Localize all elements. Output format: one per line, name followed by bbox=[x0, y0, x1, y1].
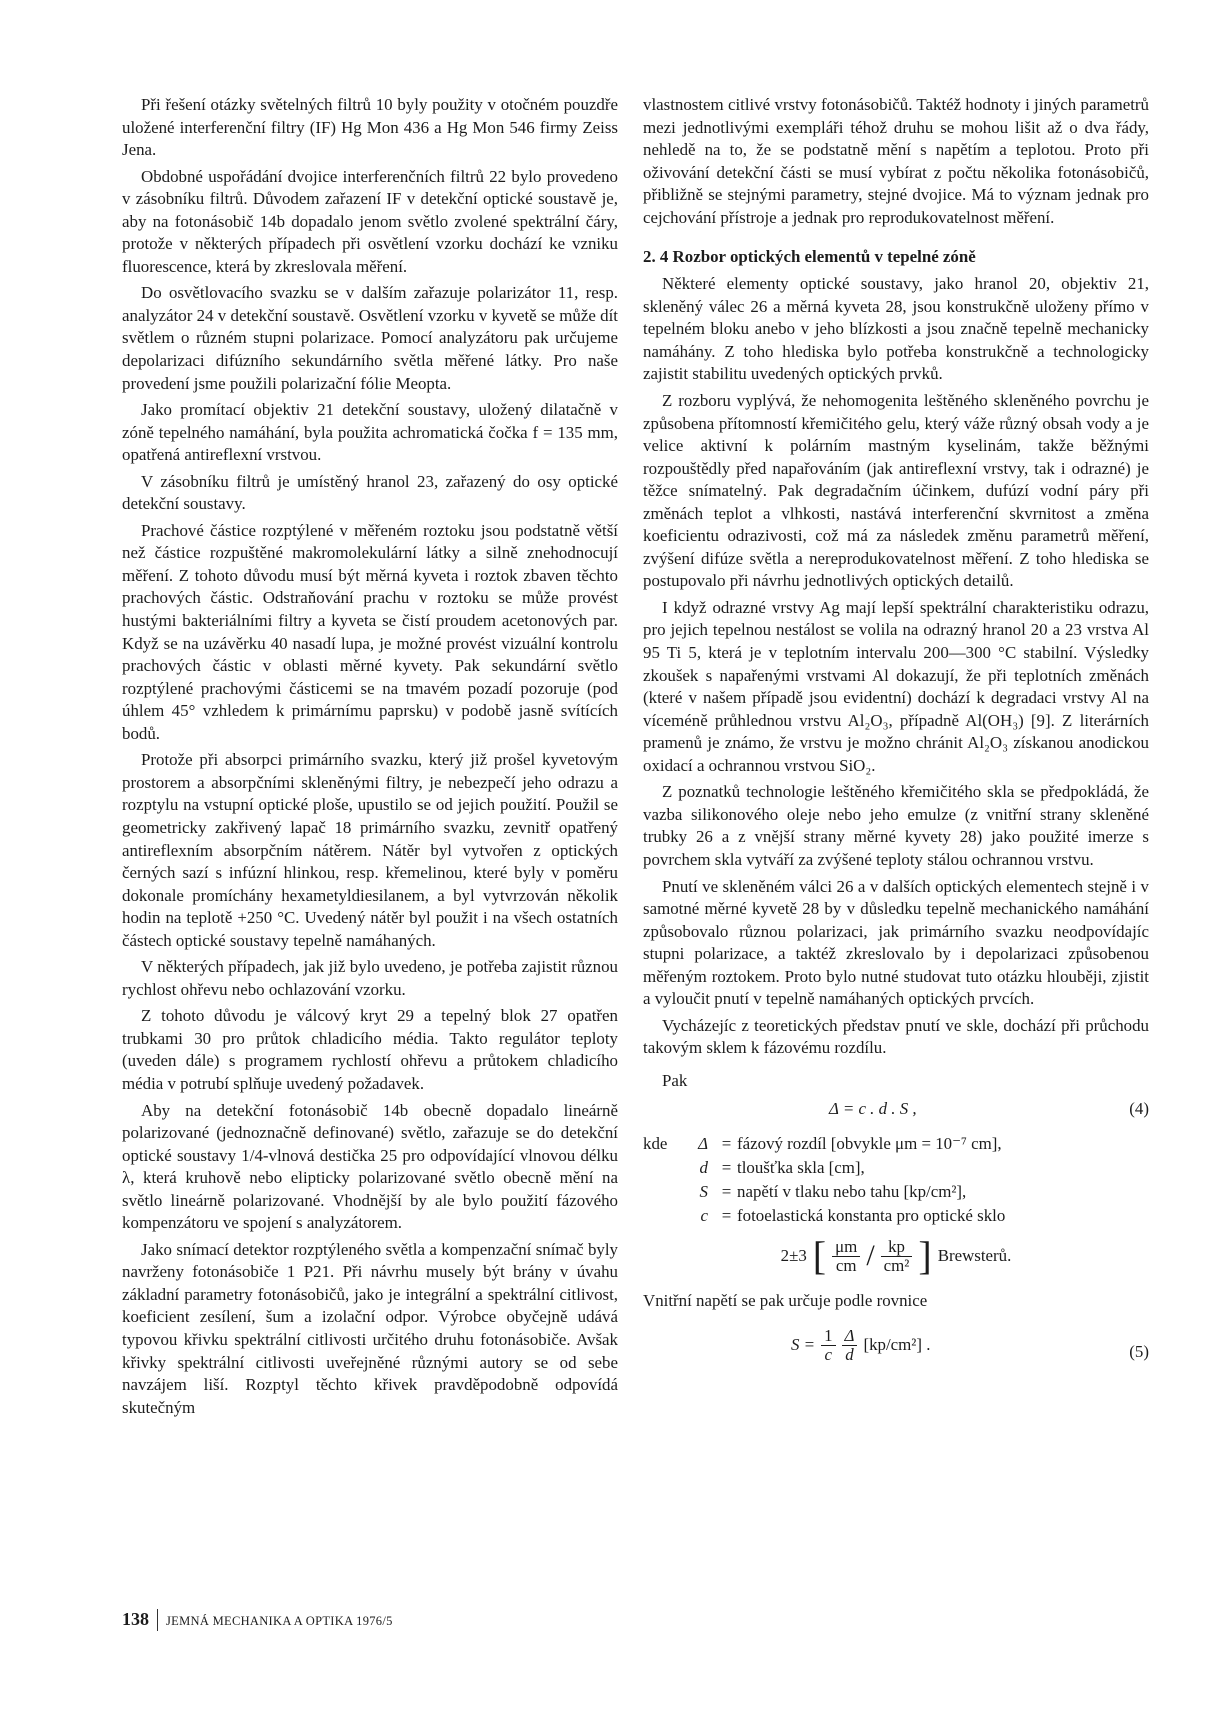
fraction-delta-d bbox=[842, 1327, 858, 1364]
right-column bbox=[643, 94, 1149, 1379]
journal-title: JEMNÁ MECHANIKA A OPTIKA 1976/5 bbox=[166, 1614, 393, 1628]
paragraph: vlastnostem citlivé vrstvy fotonásobičů. Taktéž hodnoty i jiných parametrů mezi jednotlivými exempláři téhož druhu se mohou lišit až o dva řády, nehledě na to, že se podstatně mění s napětím a teplotou. Proto při oživování detekční části se musí vybírat z počtu několika fotonásobičů, přibližně se stejnými parametry, stejné dvojice. Má to význam jednak pro cejchování přístroje a jednak pro reprodukovatelnost měření. bbox=[643, 95, 1149, 227]
definition-symbol: S bbox=[699, 1182, 708, 1202]
fraction-um-cm bbox=[832, 1238, 860, 1275]
paragraph: V některých případech, jak již bylo uvedeno, je potřeba zajistit různou rychlost ohřevu nebo ochlazování vzorku. bbox=[122, 957, 618, 999]
right-bracket: ] bbox=[918, 1233, 932, 1279]
definition-row bbox=[643, 1132, 1149, 1156]
paragraph: Některé elementy optické soustavy, jako hranol 20, objektiv 21, skleněný válec 26 a měrná kyveta 28, jsou konstrukčně uloženy přímo v tepelném bloku anebo v jeho blízkosti a jsou značně tepelně mechanicky namáhány. Z toho hlediska bylo potřeba konstrukčně a technologicky zajistit stabilitu uvedených optických prvků. bbox=[643, 274, 1149, 384]
numerator: μm bbox=[832, 1238, 860, 1257]
definition-symbol: Δ bbox=[698, 1134, 708, 1154]
denominator: d bbox=[845, 1344, 854, 1364]
page-footer bbox=[122, 1609, 393, 1631]
equation-5 bbox=[643, 1327, 1149, 1379]
definition-symbol: c bbox=[700, 1206, 708, 1226]
definition-key bbox=[643, 1180, 683, 1204]
denominator: cm² bbox=[883, 1255, 910, 1275]
equals-sign: = bbox=[721, 1206, 732, 1226]
paragraph: Z tohoto důvodu je válcový kryt 29 a tepelný blok 27 opatřen trubkami 30 pro průtok chladicího média. Takto regulátor teploty (uveden dále) s programem rychlostí ohřevu a průtokem chladicího média v potrubí splňuje uvedený požadavek. bbox=[122, 1006, 618, 1093]
slash: / bbox=[866, 1239, 875, 1273]
paragraph: Protože při absorpci primárního svazku, který již prošel kyvetovým prostorem a absorpčními skleněnými filtry, je nebezpečí jeho odrazu a rozptylu na vstupní optické ploše, upustilo se od jejich použití. Použil se geometricky zakřivený lapač 18 primárního svazku, zevnitř opatřený antireflexním absorpčním nátěrem. Nátěr byl vytvořen z optických černých sazí s infúzní hlinkou, resp. křemelinou, které byly v poměru dokonale promíchány hexametyldiesilanem, a byl vytvrzován několik hodin na teplotě +250 °C. Uvedený nátěr byl použit i na všech ostatních částech optické soustavy tepelně namáhaných. bbox=[122, 750, 618, 950]
definition-text: fázový rozdíl [obvykle μm = 10⁻⁷ cm], bbox=[737, 1134, 1002, 1154]
definition-text: napětí v tlaku nebo tahu [kp/cm²], bbox=[737, 1182, 967, 1202]
equation-4 bbox=[643, 1098, 1149, 1124]
definition-row bbox=[643, 1156, 1149, 1180]
equation-5-number: (5) bbox=[1129, 1341, 1149, 1361]
paragraph: Z poznatků technologie leštěného křemičitého skla se předpokládá, že vazba silikonového oleje nebo jeho emulze (z vnitřní strany skleněné trubky 26 a z vnější strany měrné kyvety 28) jako použité imerze s povrchem skla vytváří za zvýšené teploty stálou ochrannou vrstvu. bbox=[643, 782, 1149, 869]
equation-5-expr bbox=[791, 1327, 930, 1364]
unit-label: Brewsterů. bbox=[937, 1246, 1012, 1266]
paragraph: Aby na detekční fotonásobič 14b obecně dopadalo lineárně polarizované (jednoznačně definované) světlo, zařazuje se do detekční optické soustavy 1/4-vlnová destička 25 pro odpovídající vlnovou délku λ, která kruhově nebo elipticky polarizované světlo obecně mění na světlo lineárně polarizované. Vhodnější by ale bylo použití fázového kompenzátoru ve spojení s analyzátorem. bbox=[122, 1100, 618, 1233]
paragraph: Při řešení otázky světelných filtrů 10 byly použity v otočném pouzdře uložené interferenční filtry (IF) Hg Mon 436 a Hg Mon 546 firmy Zeiss Jena. bbox=[122, 95, 618, 160]
constant-expression bbox=[643, 1233, 1149, 1279]
paragraph: Jako snímací detektor rozptýleného světla a kompenzační snímač byly navrženy fotonásobiče 1 P21. Při návrhu musely být brány v úvahu základní parametry fotonásobičů, jako je integrální a spektrální citlivost, koeficient zesílení, šum a izolační odpor. Výrobce obyčejně udává typovou křivku spektrální citlivosti určitého druhu fotonásobiče. Avšak křivky spektrální citlivosti uveřejněné různými autory se od sebe navzájem liší. Rozptyl těchto křivek pravděpodobně odpovídá skutečným bbox=[122, 1239, 618, 1417]
paragraph: I když odrazné vrstvy Ag mají lepší spektrální charakteristiku odrazu, pro jejich tepelnou nestálost se volila na odrazný hranol 20 a 23 vrstva Al 95 Ti 5, která je v teplotním intervalu 200—300 °C stabilní. Výsledky zkoušek s napařenými vrstvami Al dokazují, že při teplotních změnách (které v našem případě jsou evidentní) dochází k degradaci vrstvy Al na víceméně průhlednou vrstvu Al₂O₃, případně Al(OH₃) [9]. Z literárních pramenů je známo, že vrstvu je možno chránit Al₂O₃ získanou anodickou oxidací a ochrannou vrstvou SiO₂. bbox=[643, 597, 1149, 775]
definition-key bbox=[643, 1156, 683, 1180]
unit: [kp/cm²] . bbox=[863, 1335, 931, 1355]
equals-sign: = bbox=[721, 1158, 732, 1178]
paragraph: Obdobné uspořádání dvojice interferenčních filtrů 22 bylo provedeno v zásobníku filtrů. Důvodem zařazení IF v detekční optické soustavě je, aby na fotonásobič 14b dopadalo jenom světlo zvolené spektrální čáry, protože v některých případech při osvětlení vzorku dochází ke vzniku fluorescence, která by zkreslovala měření. bbox=[122, 166, 618, 276]
pak-label: Pak bbox=[662, 1070, 688, 1090]
definition-symbol: d bbox=[699, 1158, 708, 1178]
left-column bbox=[122, 94, 618, 1423]
definition-text: tloušťka skla [cm], bbox=[737, 1158, 865, 1178]
divider bbox=[157, 1609, 158, 1631]
denominator: cm bbox=[835, 1255, 857, 1275]
paragraph: Pnutí ve skleněném válci 26 a v dalších optických elementech stejně i v samotné měrné kyvetě 28 by v důsledku tepelně mechanického namáhání způsobovalo různou polarizaci, jak primárního svazku neodpovídajíc stupni polarizace, a taktéž zkreslovalo by i depolarizaci způsobenou měřeným roztokem. Proto bylo nutné studovat tuto otázku hlouběji, zjistit a vyloučit pnutí v tepelně namáhaných optických prvcích. bbox=[643, 876, 1149, 1009]
paragraph: Vnitřní napětí se pak určuje podle rovnice bbox=[643, 1291, 928, 1311]
definition-key: kde bbox=[643, 1134, 668, 1154]
paragraph: Do osvětlovacího svazku se v dalším zařazuje polarizátor 11, resp. analyzátor 24 v detekční soustavě. Osvětlení vzorku v kyvetě se může dít světlem o různém stupni polarizace. Pomocí analyzátoru pak určujeme depolarizaci difúzního sekundárního světla měřené látky. Pro naše provedení jsme použili polarizační fólie Meopta. bbox=[122, 283, 618, 393]
equals-sign: = bbox=[721, 1134, 732, 1154]
definition-row bbox=[643, 1180, 1149, 1204]
constant-value: 2±3 bbox=[780, 1246, 807, 1266]
fraction-kp-cm2 bbox=[881, 1238, 913, 1275]
page-number: 138 bbox=[122, 1609, 149, 1629]
definition-key bbox=[643, 1204, 683, 1228]
denominator: c bbox=[824, 1344, 833, 1364]
fraction-1-c bbox=[821, 1327, 835, 1364]
definition-row bbox=[643, 1204, 1149, 1228]
left-bracket: [ bbox=[812, 1233, 827, 1279]
paragraph: V zásobníku filtrů je umístěný hranol 23, zařazený do osy optické detekční soustavy. bbox=[122, 471, 618, 514]
numerator: 1 bbox=[821, 1327, 835, 1346]
paragraph: Jako promítací objektiv 21 detekční soustavy, uložený dilatačně v zóně tepelného namáhání, byla použita achromatická čočka f = 135 mm, opatřená antireflexní vrstvou. bbox=[122, 400, 618, 465]
definition-text: fotoelastická konstanta pro optické sklo bbox=[737, 1206, 1006, 1226]
paragraph: Prachové částice rozptýlené v měřeném roztoku jsou podstatně větší než částice rozpuštěné makromolekulární látky a silně znehodnocují měření. Z tohoto důvodu musí být měrná kyveta i roztok zbaven těchto prachových částic. Odstraňování prachu v roztoku se může provést hustými bakteriálními filtry a kyveta se čistí proudem acetonových par. Když se na uzávěrku 40 nasadí lupa, je možné provést vizuální kontrolu prachových částic v oblasti měrné kyvety. Pak sekundární světlo rozptýlené prachovými částicemi se na tmavém pozadí pozoruje (pod úhlem 45° vzhledem k primárnímu paprsku) v podobě jasně svítících bodů. bbox=[122, 520, 618, 743]
equals-sign: = bbox=[721, 1182, 732, 1202]
equation-4-expr: Δ = c . d . S , bbox=[829, 1099, 917, 1119]
paragraph: Vycházejíc z teoretických představ pnutí ve skle, dochází při průchodu takovým sklem k fázovému rozdílu. bbox=[643, 1015, 1149, 1058]
section-heading: 2. 4 Rozbor optických elementů v tepelné zóně bbox=[643, 247, 976, 267]
numerator: kp bbox=[881, 1238, 913, 1257]
numerator: Δ bbox=[842, 1327, 858, 1346]
equation-lhs: S = bbox=[791, 1335, 816, 1355]
equation-4-number: (4) bbox=[1129, 1099, 1149, 1119]
paragraph: Z rozboru vyplývá, že nehomogenita leštěného skleněného povrchu je způsobena přítomností křemičitého gelu, který váže různý obsah vody a je velice aktivní k polárním mastným kyselinám, takže běžnými rozpouštědly před napařováním (jak antireflexní vrstvy, tak i odrazné) je těžce snímatelný. Pak degradačním účinkem, dufúzí vodní páry při změnách teplot a vlhkosti, nastává interferenční skvrnitost a změna koeficientu odrazivosti, což má za následek změnu parametrů měření, zvýšení difúze světla a nereprodukovatelnost měření. Z toho hlediska se postupovalo při návrhu jednotlivých optických detailů. bbox=[643, 391, 1149, 591]
variable-definitions bbox=[643, 1132, 1149, 1228]
